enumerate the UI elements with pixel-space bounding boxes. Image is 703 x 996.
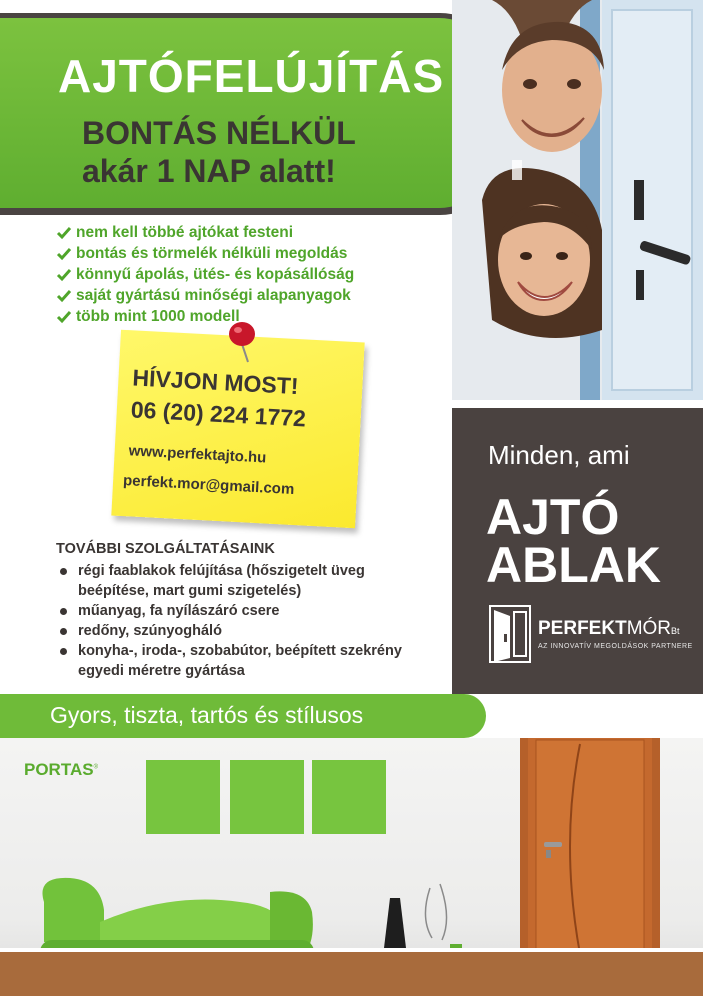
logo-name-bold: PERFEKT bbox=[538, 618, 627, 639]
wall-panel bbox=[312, 760, 386, 834]
slogan-bar bbox=[0, 694, 486, 738]
service-item: régi faablakok felújítása (hőszigetelt üveg beépítése, mart gumi szigetelés) bbox=[56, 561, 416, 601]
checkmark-icon bbox=[56, 267, 72, 283]
perfekt-door-logo-icon bbox=[486, 604, 534, 664]
wooden-door-illustration bbox=[520, 738, 660, 972]
call-now-heading: HÍVJON MOST! bbox=[131, 364, 300, 400]
wooden-floor bbox=[0, 952, 703, 996]
room-scene bbox=[0, 738, 703, 996]
checkmark-icon bbox=[56, 288, 72, 304]
email-link[interactable]: perfekt.mor@gmail.com bbox=[122, 472, 295, 499]
services-list bbox=[56, 561, 416, 681]
website-link[interactable]: www.perfektajto.hu bbox=[128, 442, 267, 467]
benefit-text: könnyű ápolás, ütés- és kopásállóság bbox=[76, 265, 355, 283]
benefit-text: nem kell többé ajtókat festeni bbox=[76, 223, 294, 241]
service-item: műanyag, fa nyílászáró csere bbox=[56, 601, 416, 621]
portas-name: PORTAS bbox=[24, 760, 94, 779]
service-item: konyha-, iroda-, szobabútor, beépített szekrény egyedi méretre gyártása bbox=[56, 641, 416, 681]
hero-subtitle-1: BONTÁS NÉLKÜL bbox=[82, 115, 356, 151]
pushpin-icon bbox=[222, 318, 262, 364]
brand-panel bbox=[452, 408, 703, 694]
logo-name-suffix: Bt bbox=[671, 626, 680, 636]
portas-logo bbox=[24, 760, 98, 780]
hero-banner bbox=[0, 13, 500, 215]
logo-name-light: MÓR bbox=[626, 618, 672, 639]
brand-tagline: Minden, ami bbox=[488, 440, 630, 470]
hero-title: AJTÓFELÚJÍTÁS bbox=[58, 50, 445, 102]
logo-tagline: AZ INNOVATÍV MEGOLDÁSOK PARTNERE bbox=[538, 643, 693, 650]
phone-number[interactable]: 06 (20) 224 1772 bbox=[130, 396, 307, 432]
checkmark-icon bbox=[56, 309, 72, 325]
benefit-text: bontás és törmelék nélküli megoldás bbox=[76, 244, 348, 262]
benefit-item bbox=[56, 306, 354, 327]
service-item: redőny, szúnyogháló bbox=[56, 621, 416, 641]
brand-window-word: ABLAK bbox=[486, 537, 661, 593]
hero-subtitle-2: akár 1 NAP alatt! bbox=[82, 153, 336, 189]
benefit-text: több mint 1000 modell bbox=[76, 307, 240, 325]
checkmark-icon bbox=[56, 225, 72, 241]
benefits-list bbox=[56, 222, 354, 327]
hero-banner-green bbox=[0, 18, 497, 208]
benefit-item bbox=[56, 222, 354, 243]
benefit-text: saját gyártású minőségi alapanyagok bbox=[76, 286, 351, 304]
couple-photo bbox=[452, 0, 703, 400]
checkmark-icon bbox=[56, 246, 72, 262]
benefit-item bbox=[56, 285, 354, 306]
benefit-item bbox=[56, 243, 354, 264]
services-title: TOVÁBBI SZOLGÁLTATÁSAINK bbox=[56, 541, 275, 557]
wall-panel bbox=[230, 760, 304, 834]
wall-panel bbox=[146, 760, 220, 834]
registered-mark: ® bbox=[93, 764, 98, 771]
couple-photo-illustration bbox=[452, 0, 703, 400]
slogan-text: Gyors, tiszta, tartós és stílusos bbox=[50, 702, 364, 728]
company-logo-name bbox=[538, 618, 680, 640]
brand-door-word: AJTÓ bbox=[486, 489, 620, 545]
benefit-item bbox=[56, 264, 354, 285]
